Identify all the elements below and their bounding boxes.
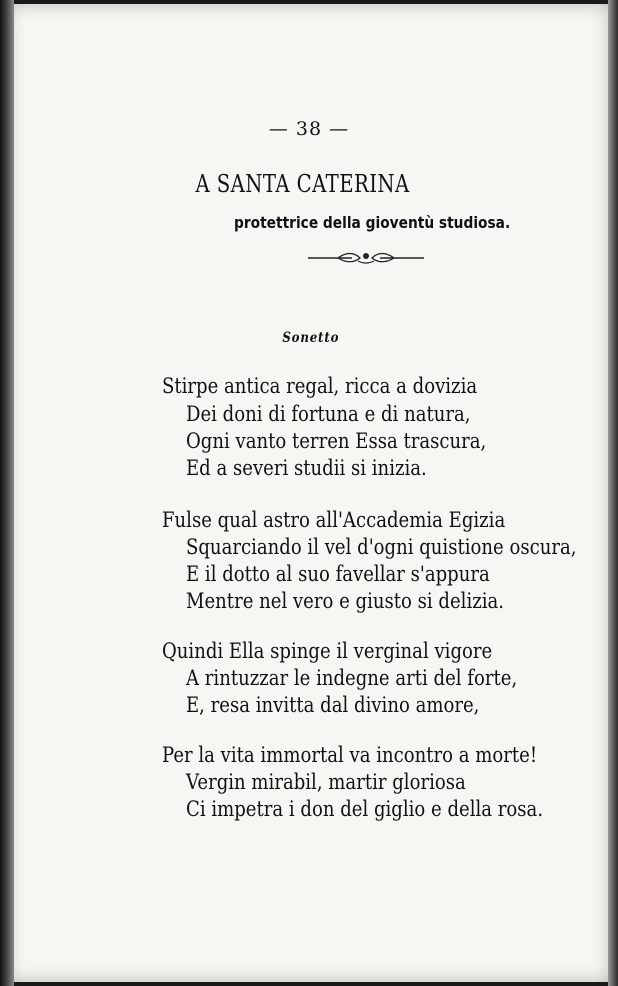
verse-line: A rintuzzar le indegne arti del forte,: [186, 666, 518, 690]
verse-line: Quindi Ella spinge il verginal vigore: [162, 639, 493, 663]
verse-line: E, resa invitta dal divino amore,: [186, 693, 480, 717]
verse-line: Fulse qual astro all'Accademia Egizia: [162, 508, 506, 532]
verse-line: Per la vita immortal va incontro a morte!: [162, 743, 538, 767]
poem-form-heading: Sonetto: [282, 330, 340, 346]
verse-line: E il dotto al suo favellar s'appura: [186, 562, 490, 586]
ornament-divider-icon: [308, 250, 424, 266]
verse-line: Dei doni di fortuna e di natura,: [186, 402, 471, 426]
verse-line: Ogni vanto terren Essa trascura,: [186, 429, 487, 453]
page-right-edge: [608, 0, 618, 986]
poem-subtitle: protettrice della gioventù studiosa.: [234, 213, 511, 232]
book-page: [8, 4, 610, 982]
page-number: — 38 —: [268, 118, 350, 140]
verse-line: Ed a severi studii si inizia.: [186, 456, 427, 480]
page-left-edge: [0, 0, 14, 986]
verse-line: Ci impetra i don del giglio e della rosa.: [186, 797, 544, 821]
verse-line: Squarciando il vel d'ogni quistione oscura,: [186, 535, 577, 559]
verse-line: Vergin mirabil, martir gloriosa: [186, 770, 466, 794]
verse-line: Stirpe antica regal, ricca a dovizia: [162, 374, 478, 398]
verse-line: Mentre nel vero e giusto si delizia.: [186, 589, 505, 613]
poem-title: A SANTA CATERINA: [195, 170, 410, 198]
